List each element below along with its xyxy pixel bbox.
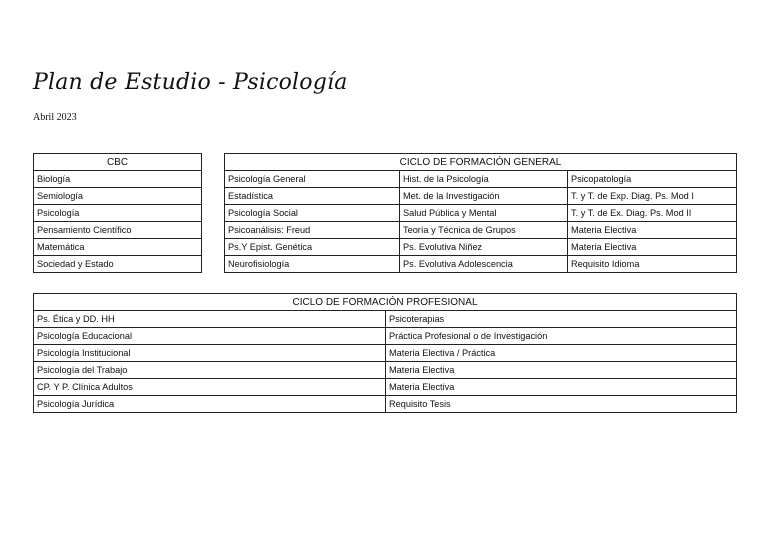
table-row: [34, 379, 737, 396]
professional-cycle-table: [33, 293, 737, 413]
table-row: [34, 362, 737, 379]
table-cell: Materia Electiva: [568, 239, 737, 256]
table-row: [225, 205, 737, 222]
table-cell: Psicoanálisis: Freud: [225, 222, 400, 239]
table-row: [34, 311, 737, 328]
table-row: [225, 239, 737, 256]
table-row: [34, 328, 737, 345]
table-cell: Psicología: [34, 205, 202, 222]
table-cell: Materia Electiva: [386, 379, 737, 396]
table-cell: Práctica Profesional o de Investigación: [386, 328, 737, 345]
table-cell: Met. de la Investigación: [400, 188, 568, 205]
table-cell: Psicología del Trabajo: [34, 362, 386, 379]
table-cell: Biología: [34, 171, 202, 188]
table-cell: CP. Y P. Clínica Adultos: [34, 379, 386, 396]
table-cell: Estadística: [225, 188, 400, 205]
table-cell: Materia Electiva / Práctica: [386, 345, 737, 362]
cbc-table: [33, 153, 202, 273]
table-cell: Ps. Ética y DD. HH: [34, 311, 386, 328]
table-row: [34, 239, 202, 256]
table-cell: Psicología Educacional: [34, 328, 386, 345]
table-cell: Psicología Jurídica: [34, 396, 386, 413]
general-cycle-table: [224, 153, 737, 273]
table-row: [225, 188, 737, 205]
table-cell: Psicología Institucional: [34, 345, 386, 362]
table-row: [225, 171, 737, 188]
cbc-header: CBC: [34, 154, 202, 171]
table-cell: T. y T. de Ex. Diag. Ps. Mod II: [568, 205, 737, 222]
general-cycle-header: CICLO DE FORMACIÓN GENERAL: [225, 154, 737, 171]
table-cell: T. y T. de Exp. Diag. Ps. Mod I: [568, 188, 737, 205]
table-row: [34, 345, 737, 362]
table-cell: Matemática: [34, 239, 202, 256]
table-cell: Teoría y Técnica de Grupos: [400, 222, 568, 239]
table-row: [34, 205, 202, 222]
table-cell: Psicopatología: [568, 171, 737, 188]
table-row: [34, 188, 202, 205]
table-cell: Hist. de la Psicología: [400, 171, 568, 188]
table-cell: Ps. Evolutiva Niñez: [400, 239, 568, 256]
professional-cycle-header: CICLO DE FORMACIÓN PROFESIONAL: [34, 294, 737, 311]
page-date: Abril 2023: [33, 112, 77, 123]
table-cell: Psicología Social: [225, 205, 400, 222]
table-row: [34, 256, 202, 273]
page-title: Plan de Estudio - Psicología: [33, 70, 348, 95]
table-row: [34, 222, 202, 239]
table-cell: Ps. Evolutiva Adolescencia: [400, 256, 568, 273]
table-cell: Psicoterapias: [386, 311, 737, 328]
table-cell: Requisito Tesis: [386, 396, 737, 413]
table-row: [225, 256, 737, 273]
table-cell: Requisito Idioma: [568, 256, 737, 273]
table-row: [34, 396, 737, 413]
table-row: [34, 171, 202, 188]
table-cell: Salud Pública y Mental: [400, 205, 568, 222]
table-cell: Semiología: [34, 188, 202, 205]
table-cell: Materia Electiva: [568, 222, 737, 239]
table-cell: Pensamiento Científico: [34, 222, 202, 239]
table-row: [225, 222, 737, 239]
table-cell: Psicología General: [225, 171, 400, 188]
table-cell: Materia Electiva: [386, 362, 737, 379]
table-cell: Ps.Y Epist. Genética: [225, 239, 400, 256]
table-cell: Sociedad y Estado: [34, 256, 202, 273]
table-cell: Neurofisiología: [225, 256, 400, 273]
